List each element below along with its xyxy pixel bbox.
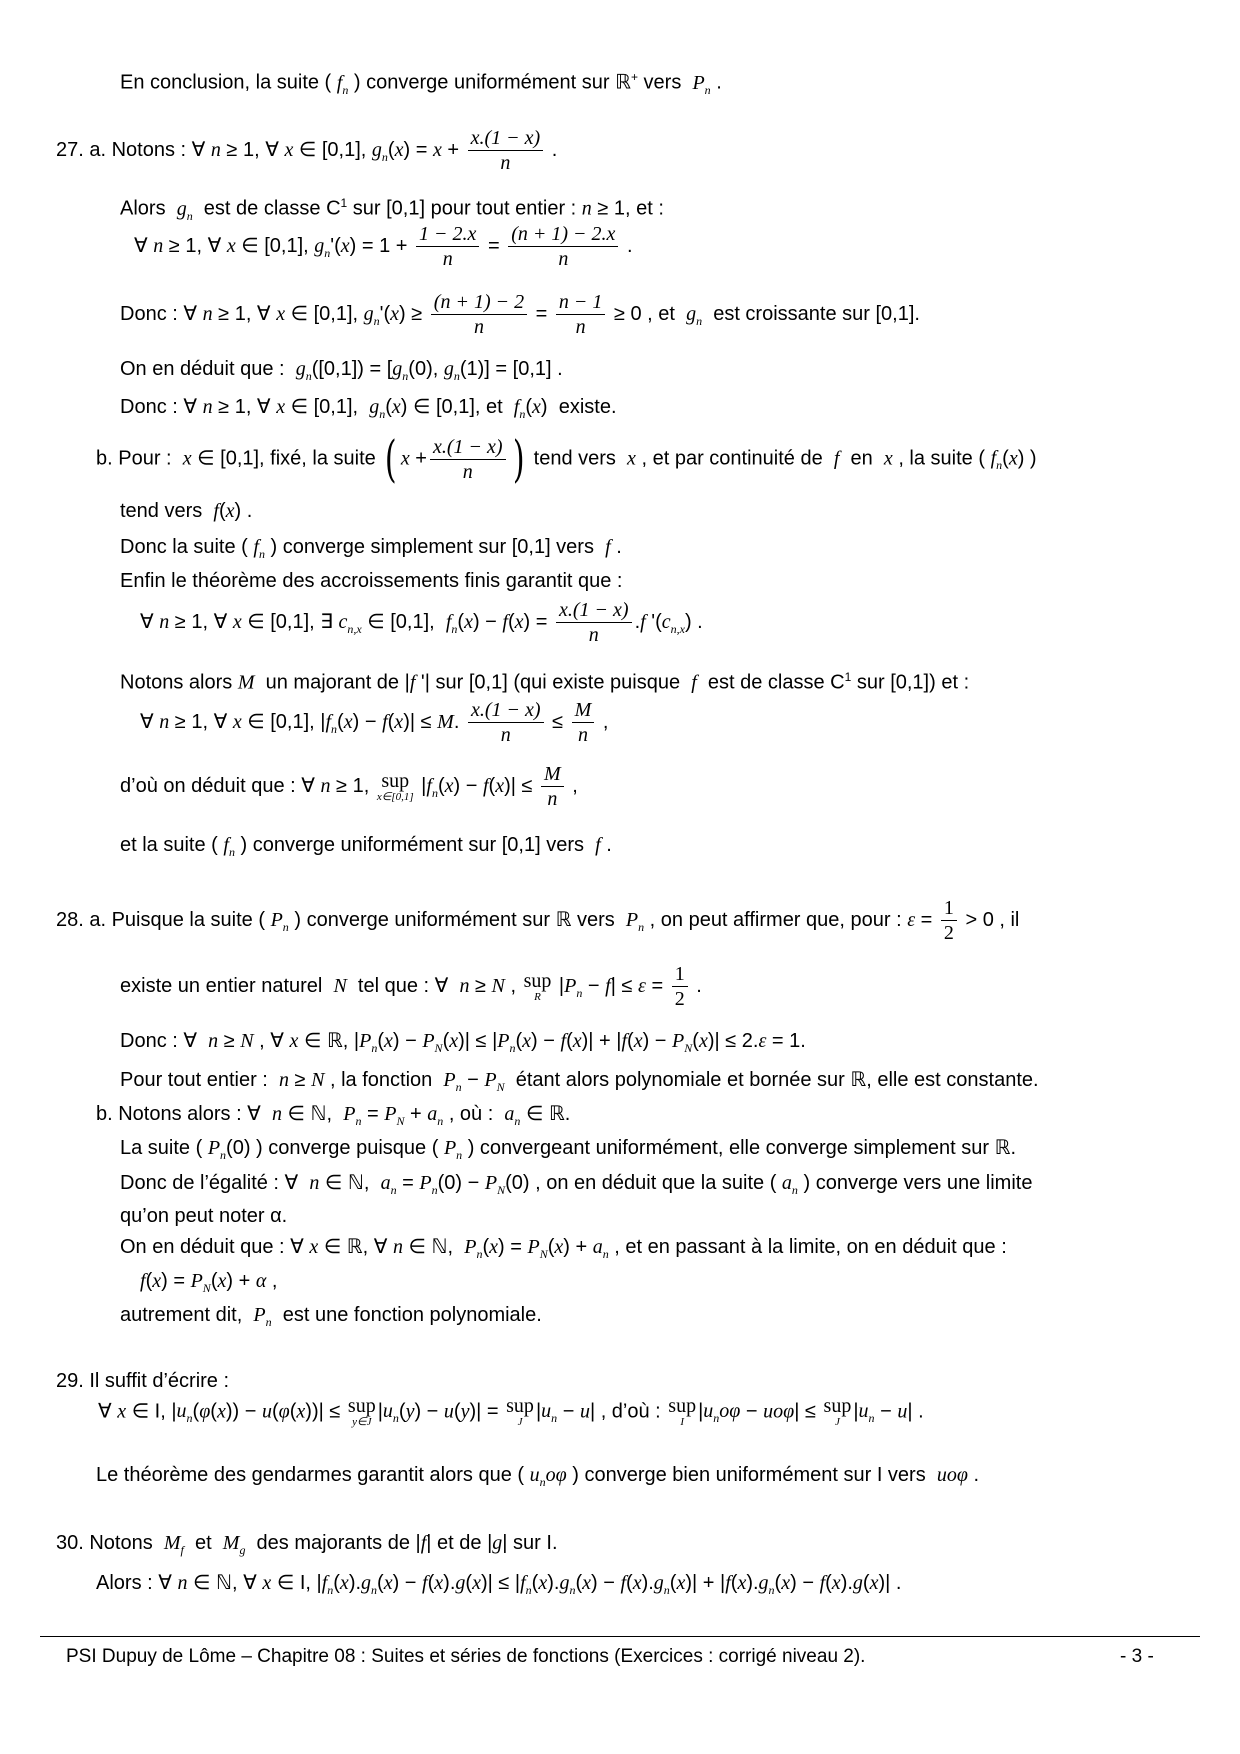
- text-line: et la suite ( $f_n$ ) converge uniformément sur [0,1] vers f .: [120, 834, 612, 859]
- text-line: ∀ n ≥ 1, ∀ x ∈ [0,1], ∃ $c_{n,x}$ ∈ [0,1], $f_n(x) - f(x)$ = $\frac{x.(1 - x)}{n}$ .f '$(c_{n,x})$ .: [140, 599, 703, 646]
- text-line: On en déduit que : ∀ x ∈ ℝ, ∀ n ∈ ℕ, $P_n(x) = P_N(x) + a_n$ , et en passant à la limite, on en déduit que :: [120, 1236, 1007, 1261]
- text-line: existe un entier naturel N tel que : ∀ n ≥ N , sup R $|P_n - f| \le \varepsilon$ = $\frac{1}{2}$ .: [120, 963, 702, 1010]
- text-line: d’où on déduit que : ∀ n ≥ 1, sup x∈[0,1] $|f_n(x) - f(x)|$ ≤ $\frac{M}{n}$ ,: [120, 763, 578, 810]
- text-line: 27. a. Notons : ∀ n ≥ 1, ∀ x ∈ [0,1], $g_n(x) = x$ + $\frac{x.(1 - x)}{n}$ .: [56, 127, 558, 174]
- text-line: $f(x) = P_N(x) + \alpha$ ,: [140, 1270, 278, 1295]
- text-line: Notons alors M un majorant de |f '| sur [0,1] (qui existe puisque f est de classe $C^1$ sur [0,1]) et :: [120, 670, 970, 694]
- text-line: Donc : ∀ n ≥ 1, ∀ x ∈ [0,1], $g_n(x)$ ∈ [0,1], et $f_n(x)$ existe.: [120, 396, 617, 421]
- text-line: Donc de l’égalité : ∀ n ∈ ℕ, $a_n = P_n(0) - P_N(0)$ , on en déduit que la suite ( $a_n$ ) converge vers une limite: [120, 1172, 1033, 1197]
- text-line: qu’on peut noter α.: [120, 1205, 288, 1227]
- text-line: tend vers f(x) .: [120, 500, 253, 522]
- text-line: ∀ n ≥ 1, ∀ x ∈ [0,1], $g_n'(x) = 1$ + $\frac{1 - 2.x}{n}$ = $\frac{(n + 1) - 2.x}{n}$ .: [134, 223, 633, 270]
- text-line: 30. Notons $M_f$ et $M_g$ des majorants de |f| et de |g| sur I.: [56, 1532, 558, 1557]
- footer-divider: [40, 1636, 1200, 1637]
- text-line: b. Notons alors : ∀ n ∈ ℕ, $P_n = P_N + a_n$ , où : $a_n$ ∈ ℝ.: [96, 1103, 571, 1128]
- text-line: Enfin le théorème des accroissements finis garantit que :: [120, 570, 623, 592]
- text-line: Pour tout entier : n ≥ N , la fonction $P_n - P_N$ étant alors polynomiale et bornée sur ℝ, elle est constante.: [120, 1069, 1039, 1094]
- text-line: Donc : ∀ n ≥ 1, ∀ x ∈ [0,1], $g_n'(x)$ ≥ $\frac{(n + 1) - 2}{n}$ = $\frac{n - 1}{n}$ ≥ 0 , et $g_n$ est croissante sur [0,1].: [120, 291, 920, 338]
- text-line: Alors : ∀ n ∈ ℕ, ∀ x ∈ I, $|f_n(x).g_n(x) - f(x).g(x)| \le |f_n(x).g_n(x) - f(x).g_n(x)| + |f(x).g_n(x) - f(x).g(x)|$ .: [96, 1572, 902, 1597]
- footer-title: PSI Dupuy de Lôme – Chapitre 08 : Suites et séries de fonctions (Exercices : corrigé niveau 2).: [66, 1646, 866, 1667]
- text-line: On en déduit que : $g_n([0,1]) = [g_n(0)$, $g_n(1)] = [0,1]$ .: [120, 358, 563, 383]
- text-line: En conclusion, la suite ( $f_n$ ) converge uniformément sur ℝ+ vers $P_n$ .: [120, 70, 722, 97]
- page-number: - 3 -: [1120, 1646, 1154, 1667]
- text-line: Donc la suite ( $f_n$ ) converge simplement sur [0,1] vers f .: [120, 536, 622, 561]
- text-line: ∀ x ∈ I, $|u_n(\varphi(x)) - u(\varphi(x))|$ ≤ sup y∈J $|u_n(y) - u(y)|$ = sup J $|u_n - u|$ , d’où : sup I $|u_no\varphi - uo\varphi|$ ≤ sup J $|u_n - u|$ .: [98, 1395, 924, 1428]
- text-line: autrement dit, $P_n$ est une fonction polynomiale.: [120, 1304, 542, 1329]
- text-line: Le théorème des gendarmes garantit alors que ( $u_no\varphi$ ) converge bien uniformément sur I vers uoφ .: [96, 1464, 980, 1489]
- text-line: La suite ( $P_n(0)$ ) converge puisque ( $P_n$ ) convergeant uniformément, elle converge simplement sur ℝ.: [120, 1137, 1017, 1162]
- text-line: 29. Il suffit d’écrire :: [56, 1370, 230, 1392]
- text-line: Donc : ∀ n ≥ N , ∀ x ∈ ℝ, $|P_n(x) - P_N(x)| \le |P_n(x) - f(x)| + |f(x) - P_N(x)| \le 2.\varepsilon = 1$.: [120, 1030, 806, 1055]
- text-line: ∀ n ≥ 1, ∀ x ∈ [0,1], $|f_n(x) - f(x)| \le M$. $\frac{x.(1 - x)}{n}$ ≤ $\frac{M}{n}$ ,: [140, 699, 609, 746]
- text-line: b. Pour : x ∈ [0,1], fixé, la suite ( x + $\frac{x.(1 - x)}{n}$ ) tend vers x , et par continuité de f en x , la suite ( $f_n(x)$ ): [96, 430, 1037, 488]
- text-line: 28. a. Puisque la suite ( $P_n$ ) converge uniformément sur ℝ vers $P_n$ , on peut affirmer que, pour : ε = $\frac{1}{2}$ > 0 , il: [56, 897, 1020, 944]
- text-line: Alors $g_n$ est de classe $C^1$ sur [0,1] pour tout entier : n ≥ 1, et :: [120, 196, 664, 223]
